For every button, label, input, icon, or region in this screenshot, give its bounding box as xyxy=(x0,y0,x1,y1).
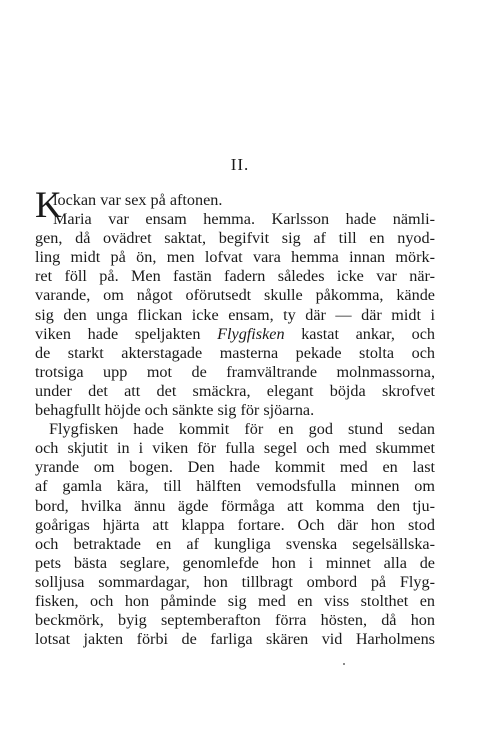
text-line: ret föll på. Men fastän fadern således icke var när- xyxy=(35,267,435,286)
text-line: ling midt på ön, men lofvat vara hemma innan mörk- xyxy=(35,248,435,267)
text-line: yrande om bogen. Den hade kommit med en last xyxy=(35,458,435,477)
text-line: Flygfisken hade kommit för en god stund sedan xyxy=(49,420,435,439)
text-segment: kastat ankar, och xyxy=(284,324,435,343)
text-line xyxy=(35,325,435,344)
text-line: och skjutit in i viken för fulla segel och med skummet xyxy=(35,439,435,458)
text-line: trotsiga upp mot de framvältrande molnmassorna, xyxy=(35,362,435,381)
text-line: behagfullt höjde och sänkte sig för sjöarna. xyxy=(35,401,315,420)
text-line: Maria var ensam hemma. Karlsson hade nämli- xyxy=(53,210,435,229)
text-line: lotsat jakten förbi de farliga skären vid Harholmens xyxy=(35,630,435,649)
body-text xyxy=(35,191,435,649)
print-speck xyxy=(343,663,345,665)
text-line: solljusa sommardagar, hon tillbragt ombord på Flyg- xyxy=(35,572,435,591)
text-line: de starkt akterstagade masterna pekade stolta och xyxy=(35,343,435,362)
drop-cap: K xyxy=(35,185,62,226)
text-line: sig den unga flickan icke ensam, ty där — där midt i xyxy=(35,305,435,324)
text-line: fisken, och hon påminde sig med en viss stolthet en xyxy=(35,591,435,610)
text-line: lockan var sex på aftonen. xyxy=(53,191,223,209)
text-line: goårigas hjärta att klappa fortare. Och där hon stod xyxy=(35,515,435,534)
text-line: pets bästa seglare, genomlefde hon i minnet alla de xyxy=(35,553,435,572)
chapter-heading: II. xyxy=(230,155,250,174)
text-line: af gamla kära, till hälften vemodsfulla minnen om xyxy=(35,477,435,496)
text-line: varande, om något oförutsedt skulle påkomma, kände xyxy=(35,286,435,305)
italic-ship-name: Flygfisken xyxy=(217,324,285,343)
text-line: beckmörk, byig septemberafton förra hösten, då hon xyxy=(35,611,435,630)
text-line: och betraktade en af kungliga svenska segelsällska- xyxy=(35,534,435,553)
text-line: gen, då ovädret saktat, begifvit sig af till en nyod- xyxy=(35,229,435,248)
text-segment: viken hade speljakten xyxy=(35,324,218,343)
text-line: under det att det smäckra, elegant böjda skrofvet xyxy=(35,381,435,400)
text-line: bord, hvilka ännu ägde förmåga att komma den tju- xyxy=(35,496,435,515)
